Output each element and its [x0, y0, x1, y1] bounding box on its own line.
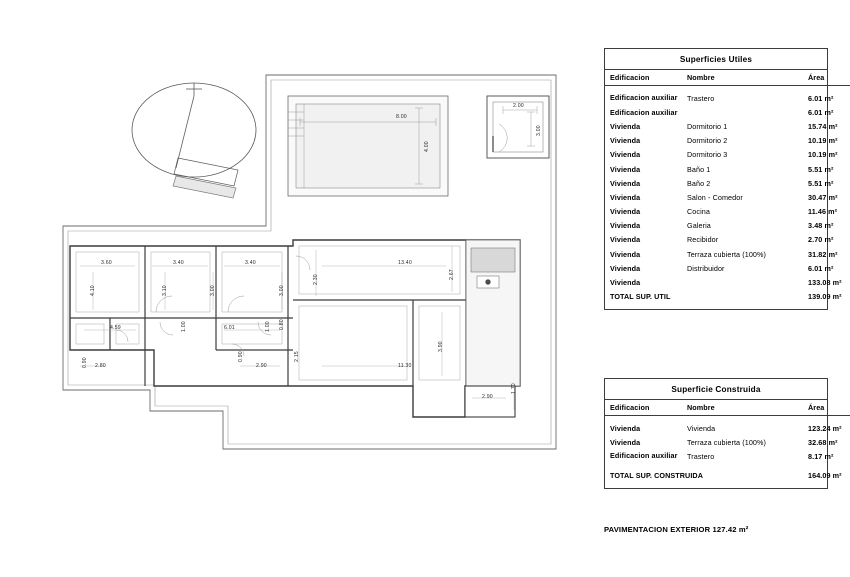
col-area: Área	[803, 70, 850, 86]
table-row	[605, 190, 850, 204]
table-total-row	[605, 469, 850, 483]
col-edificacion: Edificacion	[605, 70, 682, 86]
dim-room-14: 1.00	[265, 321, 271, 332]
superficies-utiles-title: Superficies Utiles	[605, 49, 827, 70]
cell-nombre: Terraza cubierta (100%)	[687, 249, 766, 259]
cell-area: 30.47 m²	[808, 192, 838, 202]
dim-room-3: 3.40	[245, 260, 256, 266]
cell-edificacion: Edificacion auxiliar	[610, 450, 678, 460]
cell-nombre	[682, 105, 803, 119]
table-row	[605, 134, 850, 148]
superficie-construida-title: Superficie Construida	[605, 379, 827, 400]
dim-room-5: 3.10	[162, 285, 168, 296]
cell-edificacion: Vivienda	[610, 121, 641, 131]
cell-nombre: Vivienda	[687, 423, 716, 433]
table-total-row	[605, 290, 850, 304]
pavimentacion-exterior-note: PAVIMENTACION EXTERIOR 127.42 m²	[604, 525, 749, 534]
cell-area: 5.51 m²	[808, 164, 834, 174]
cell-area: 10.19 m²	[808, 136, 838, 146]
cell-nombre: Dormitorio 3	[687, 150, 728, 160]
cell-area: 8.17 m²	[808, 451, 834, 461]
table-header-row	[605, 70, 850, 86]
cell-nombre: Distribuidor	[687, 263, 725, 273]
cell-total-area: 139.09 m²	[808, 292, 842, 302]
storage-width-label: 2.00	[513, 103, 524, 109]
bottom-right-room	[465, 386, 515, 417]
table-header-row	[605, 400, 850, 416]
cell-nombre: Trastero	[687, 451, 715, 461]
dim-room-23: 2.90	[482, 394, 493, 400]
cell-nombre	[682, 275, 803, 289]
col-nombre: Nombre	[682, 70, 803, 86]
terrace-fixture	[471, 248, 515, 272]
cell-area: 123.24 m²	[808, 423, 842, 433]
dim-room-18: 0.90	[82, 357, 88, 368]
cell-nombre: Terraza cubierta (100%)	[687, 437, 766, 447]
cell-edificacion: Vivienda	[610, 164, 641, 174]
table-row	[605, 148, 850, 162]
table-row	[605, 176, 850, 190]
cell-nombre: Recibidor	[687, 235, 719, 245]
cell-area: 31.82 m²	[808, 249, 838, 259]
dim-room-19: 2.90	[256, 363, 267, 369]
cell-edificacion: Edificacion auxiliar	[610, 107, 678, 117]
cell-nombre: Dormitorio 1	[687, 121, 728, 131]
pool-water	[296, 104, 440, 188]
table-row	[605, 219, 850, 233]
cell-edificacion: Vivienda	[610, 192, 641, 202]
table-row	[605, 421, 850, 435]
cell-total-label: TOTAL SUP. CONSTRUIDA	[610, 471, 704, 481]
cell-area: 6.01 m²	[808, 263, 834, 273]
cell-area: 32.68 m²	[808, 437, 838, 447]
cell-edificacion: Vivienda	[610, 423, 641, 433]
dim-room-13: 1.00	[181, 321, 187, 332]
cell-nombre: Baño 2	[687, 178, 711, 188]
col-edificacion: Edificacion	[605, 400, 682, 416]
cell-area: 15.74 m²	[808, 121, 838, 131]
cell-nombre: Salon - Comedor	[687, 192, 743, 202]
dim-room-20: 2.15	[294, 351, 300, 362]
cell-edificacion: Vivienda	[610, 278, 641, 288]
dim-room-11: 4.59	[110, 325, 121, 331]
table-row	[605, 205, 850, 219]
cell-edificacion: Vivienda	[610, 178, 641, 188]
cell-nombre: Baño 1	[687, 164, 711, 174]
cell-edificacion: Vivienda	[610, 249, 641, 259]
superficies-utiles-table	[604, 48, 842, 310]
dim-room-9: 2.67	[449, 269, 455, 280]
dim-room-22: 11.30	[398, 363, 412, 369]
cell-area: 5.51 m²	[808, 178, 834, 188]
cell-total-label: TOTAL SUP. UTIL	[610, 292, 671, 302]
cell-total-area: 164.09 m²	[808, 471, 842, 481]
cell-nombre: Trastero	[687, 93, 715, 103]
dim-room-6: 3.00	[210, 285, 216, 296]
cell-edificacion: Vivienda	[610, 150, 641, 160]
cell-area: 2.70 m²	[808, 235, 834, 245]
cell-area: 133.08 m²	[808, 278, 842, 288]
cell-edificacion: Edificacion auxiliar	[610, 92, 678, 102]
table-row	[605, 261, 850, 275]
dim-room-21: 0.90	[238, 351, 244, 362]
dim-room-10: 13.40	[398, 260, 412, 266]
superficie-construida-table	[604, 378, 842, 489]
table-row	[605, 91, 850, 105]
table-row	[605, 162, 850, 176]
dim-room-15: 0.80	[279, 319, 285, 330]
dim-room-4: 4.10	[90, 285, 96, 296]
col-area: Área	[803, 400, 850, 416]
cell-nombre: Dormitorio 2	[687, 136, 728, 146]
pool-length-label: 8.00	[396, 114, 407, 120]
cell-area: 6.01 m²	[808, 93, 834, 103]
dim-room-16: 3.90	[438, 341, 444, 352]
table-row	[605, 119, 850, 133]
cell-edificacion: Vivienda	[610, 235, 641, 245]
dim-room-12: 6.01	[224, 325, 235, 331]
cell-area: 6.01 m²	[808, 107, 834, 117]
dim-room-24: 1.70	[511, 383, 517, 394]
cell-area: 11.46 m²	[808, 207, 838, 217]
cell-edificacion: Vivienda	[610, 221, 641, 231]
dim-room-17: 2.80	[95, 363, 106, 369]
cell-nombre: Galeria	[687, 221, 711, 231]
cell-area: 3.48 m²	[808, 221, 834, 231]
cell-edificacion: Vivienda	[610, 437, 641, 447]
dim-room-2: 3.40	[173, 260, 184, 266]
table-row	[605, 233, 850, 247]
dim-room-8: 2.30	[313, 274, 319, 285]
table-row	[605, 435, 850, 449]
cell-edificacion: Vivienda	[610, 136, 641, 146]
cell-edificacion: Vivienda	[610, 207, 641, 217]
col-nombre: Nombre	[682, 400, 803, 416]
dim-room-7: 3.00	[279, 285, 285, 296]
dim-room-1: 3.60	[101, 260, 112, 266]
deck-plank-2	[173, 176, 236, 198]
pool-width-label: 4.00	[424, 141, 430, 152]
storage-depth-label: 3.00	[536, 125, 542, 136]
table-row	[605, 247, 850, 261]
cell-edificacion: Vivienda	[610, 263, 641, 273]
table-row	[605, 449, 850, 463]
table-row	[605, 275, 850, 289]
table-row	[605, 105, 850, 119]
cell-nombre: Cocina	[687, 207, 710, 217]
cell-area: 10.19 m²	[808, 150, 838, 160]
